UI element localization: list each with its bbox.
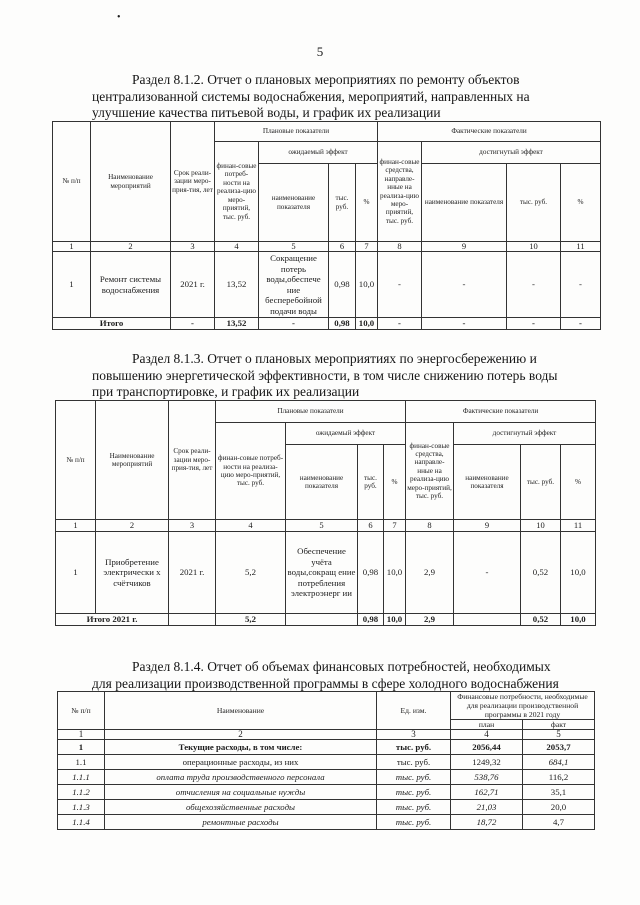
header-no: № п/п — [53, 122, 91, 242]
table-row — [58, 770, 595, 785]
header-fin-plan: финан-совые потреб-ности на реализа-цию меро-приятий, тыс. руб. — [215, 142, 259, 242]
page-mark: • — [117, 12, 121, 23]
row-name: Ремонт системы водоснабжения — [91, 252, 171, 318]
section-812-heading-line: Раздел 8.1.2. Отчет о плановых мероприятиях по ремонту объектов — [132, 72, 520, 87]
table-row — [58, 785, 595, 800]
row-fact: 35,1 — [523, 785, 595, 800]
total-row — [56, 614, 596, 626]
row-term: 2021 г. — [171, 252, 215, 318]
table-row — [56, 532, 596, 614]
total-fin-fact: - — [378, 318, 422, 330]
header-plan: Плановые показатели — [216, 401, 406, 423]
section-814-heading-line: для реализации производственной программы в сфере холодного водоснабжения — [92, 675, 559, 691]
page-number: 5 — [316, 44, 324, 59]
header-term: Срок реали-зации меро-прия-тия, лет — [171, 122, 215, 242]
row-fact: 4,7 — [523, 815, 595, 830]
header-indicator-name: наименование показателя — [422, 164, 507, 242]
section-813-heading-line: Раздел 8.1.3. Отчет о плановых мероприятиях по энергосбережению и — [132, 351, 537, 366]
section-814-table — [57, 691, 595, 830]
section-813-table — [55, 400, 596, 626]
row-unit: тыс. руб. — [377, 755, 451, 770]
total-fin: 13,52 — [215, 318, 259, 330]
header-percent: % — [356, 164, 378, 242]
col-num: 9 — [454, 520, 521, 532]
col-num: 5 — [286, 520, 358, 532]
header-thousand-rub: тыс. руб. — [358, 445, 384, 520]
header-fin-fact: финан-совые средства, направле-нные на реализа-цию меро-приятий, тыс. руб. — [378, 142, 422, 242]
col-num: 1 — [53, 242, 91, 252]
column-numbers-row — [56, 520, 596, 532]
header-thousand-rub: тыс. руб. — [507, 164, 561, 242]
row-fact: 684,1 — [523, 755, 595, 770]
row-no: 1 — [58, 740, 105, 755]
col-num: 2 — [105, 730, 377, 740]
header-unit: Ед. изм. — [377, 692, 451, 730]
row-plan: 21,03 — [451, 800, 523, 815]
row-fin: 5,2 — [216, 532, 286, 614]
header-indicator-name: наименование показателя — [286, 445, 358, 520]
table-row — [53, 252, 601, 318]
total-percent-fact: 10,0 — [561, 614, 596, 626]
col-num: 9 — [422, 242, 507, 252]
total-indicator-fact — [454, 614, 521, 626]
header-financial-needs: Финансовые потребности, необходимые для реализации производственной программы в 2021 году — [451, 692, 595, 720]
header-indicator-name: наименование показателя — [454, 445, 521, 520]
total-label: Итого 2021 г. — [56, 614, 169, 626]
header-fin-plan: финан-совые потреб-ности на реализа-цию меро-приятий, тыс. руб. — [216, 423, 286, 520]
row-plan: 538,76 — [451, 770, 523, 785]
section-814-heading-line: Раздел 8.1.4. Отчет об объемах финансовых потребностей, необходимых — [132, 659, 551, 674]
row-no: 1.1.4 — [58, 815, 105, 830]
section-814-heading — [92, 659, 576, 692]
section-812-heading-line: централизованной системы водоснабжения, мероприятий, направленных на — [92, 88, 530, 104]
total-thousand-rub-fact: - — [507, 318, 561, 330]
row-fact: 20,0 — [523, 800, 595, 815]
row-percent: 10,0 — [356, 252, 378, 318]
header-achieved: достигнутый эффект — [422, 142, 601, 164]
total-indicator — [286, 614, 358, 626]
col-num: 6 — [358, 520, 384, 532]
row-no: 1.1 — [58, 755, 105, 770]
header-fin-fact: финан-совые средства, направле-нные на реализа-цию меро-приятий, тыс. руб. — [406, 423, 454, 520]
header-expected: ожидаемый эффект — [286, 423, 406, 445]
row-thousand-rub: 0,98 — [329, 252, 356, 318]
col-num: 1 — [58, 730, 105, 740]
col-num: 5 — [259, 242, 329, 252]
header-fact: факт — [523, 720, 595, 730]
total-indicator: - — [259, 318, 329, 330]
section-812-heading-line: улучшение качества питьевой воды, и график их реализации — [92, 105, 441, 120]
row-no: 1 — [53, 252, 91, 318]
row-unit: тыс. руб. — [377, 785, 451, 800]
row-no: 1.1.3 — [58, 800, 105, 815]
row-fin: 13,52 — [215, 252, 259, 318]
section-813-heading-line: повышению энергетической эффективности, в том числе снижению потерь воды — [92, 367, 558, 383]
row-name: отчисления на социальные нужды — [105, 785, 377, 800]
header-indicator-name: наименование показателя — [259, 164, 329, 242]
table-row — [58, 800, 595, 815]
row-unit: тыс. руб. — [377, 770, 451, 785]
row-name: операционные расходы, из них — [105, 755, 377, 770]
header-percent: % — [561, 164, 601, 242]
col-num: 2 — [96, 520, 169, 532]
total-thousand-rub: 0,98 — [329, 318, 356, 330]
row-plan: 2056,44 — [451, 740, 523, 755]
table-row — [58, 740, 595, 755]
col-num: 11 — [561, 242, 601, 252]
col-num: 2 — [91, 242, 171, 252]
section-813-heading-line: при транспортировке, и график их реализации — [92, 384, 360, 399]
col-num: 1 — [56, 520, 96, 532]
total-indicator-fact: - — [422, 318, 507, 330]
row-indicator: Сокращение потерь воды,обеспече ние бесперебойной подачи воды — [259, 252, 329, 318]
table-row — [58, 815, 595, 830]
col-num: 5 — [523, 730, 595, 740]
total-percent: 10,0 — [384, 614, 406, 626]
row-plan: 1249,32 — [451, 755, 523, 770]
row-name: Текущие расходы, в том числе: — [105, 740, 377, 755]
header-no: № п/п — [58, 692, 105, 730]
col-num: 4 — [451, 730, 523, 740]
row-indicator-fact: - — [454, 532, 521, 614]
header-no: № п/п — [56, 401, 96, 520]
total-fin-fact: 2,9 — [406, 614, 454, 626]
header-name: Наименование — [105, 692, 377, 730]
header-percent: % — [384, 445, 406, 520]
total-thousand-rub-fact: 0,52 — [521, 614, 561, 626]
header-term: Срок реали-зации меро-прия-тия, лет — [169, 401, 216, 520]
row-name: Приобретение электрически х счётчиков — [96, 532, 169, 614]
header-fact: Фактические показатели — [406, 401, 596, 423]
row-percent-fact: 10,0 — [561, 532, 596, 614]
total-term: - — [171, 318, 215, 330]
row-plan: 18,72 — [451, 815, 523, 830]
row-fact: 2053,7 — [523, 740, 595, 755]
header-expected: ожидаемый эффект — [259, 142, 378, 164]
col-num: 7 — [384, 520, 406, 532]
row-term: 2021 г. — [169, 532, 216, 614]
row-fin-fact: 2,9 — [406, 532, 454, 614]
row-unit: тыс. руб. — [377, 740, 451, 755]
row-thousand-rub: 0,98 — [358, 532, 384, 614]
table-row — [58, 755, 595, 770]
col-num: 4 — [215, 242, 259, 252]
row-plan: 162,71 — [451, 785, 523, 800]
row-name: ремонтные расходы — [105, 815, 377, 830]
row-no: 1.1.1 — [58, 770, 105, 785]
total-label: Итого — [53, 318, 171, 330]
section-812-table — [52, 121, 601, 330]
row-fin-fact: - — [378, 252, 422, 318]
row-thousand-rub-fact: 0,52 — [521, 532, 561, 614]
header-percent: % — [561, 445, 596, 520]
total-term — [169, 614, 216, 626]
row-no: 1 — [56, 532, 96, 614]
total-fin: 5,2 — [216, 614, 286, 626]
header-plan: план — [451, 720, 523, 730]
col-num: 8 — [378, 242, 422, 252]
column-numbers-row — [58, 730, 595, 740]
section-813-heading — [92, 351, 572, 401]
section-812-heading — [92, 72, 572, 122]
col-num: 8 — [406, 520, 454, 532]
row-fact: 116,2 — [523, 770, 595, 785]
total-thousand-rub: 0,98 — [358, 614, 384, 626]
row-unit: тыс. руб. — [377, 815, 451, 830]
col-num: 4 — [216, 520, 286, 532]
row-indicator-fact: - — [422, 252, 507, 318]
row-indicator: Обеспечение учёта воды,сокращ ение потребления электроэнерг ии — [286, 532, 358, 614]
col-num: 11 — [561, 520, 596, 532]
col-num: 10 — [521, 520, 561, 532]
column-numbers-row — [53, 242, 601, 252]
row-name: общехозяйственные расходы — [105, 800, 377, 815]
total-percent-fact: - — [561, 318, 601, 330]
header-achieved: достигнутый эффект — [454, 423, 596, 445]
row-no: 1.1.2 — [58, 785, 105, 800]
total-percent: 10,0 — [356, 318, 378, 330]
col-num: 3 — [171, 242, 215, 252]
col-num: 3 — [169, 520, 216, 532]
col-num: 6 — [329, 242, 356, 252]
header-thousand-rub: тыс. руб. — [329, 164, 356, 242]
row-percent: 10,0 — [384, 532, 406, 614]
col-num: 3 — [377, 730, 451, 740]
header-name: Наименование мероприятий — [96, 401, 169, 520]
header-plan: Плановые показатели — [215, 122, 378, 142]
total-row — [53, 318, 601, 330]
row-thousand-rub-fact: - — [507, 252, 561, 318]
row-unit: тыс. руб. — [377, 800, 451, 815]
header-name: Наименование мероприятий — [91, 122, 171, 242]
header-fact: Фактические показатели — [378, 122, 601, 142]
row-name: оплата труда производственного персонала — [105, 770, 377, 785]
row-percent-fact: - — [561, 252, 601, 318]
header-thousand-rub: тыс. руб. — [521, 445, 561, 520]
col-num: 10 — [507, 242, 561, 252]
col-num: 7 — [356, 242, 378, 252]
